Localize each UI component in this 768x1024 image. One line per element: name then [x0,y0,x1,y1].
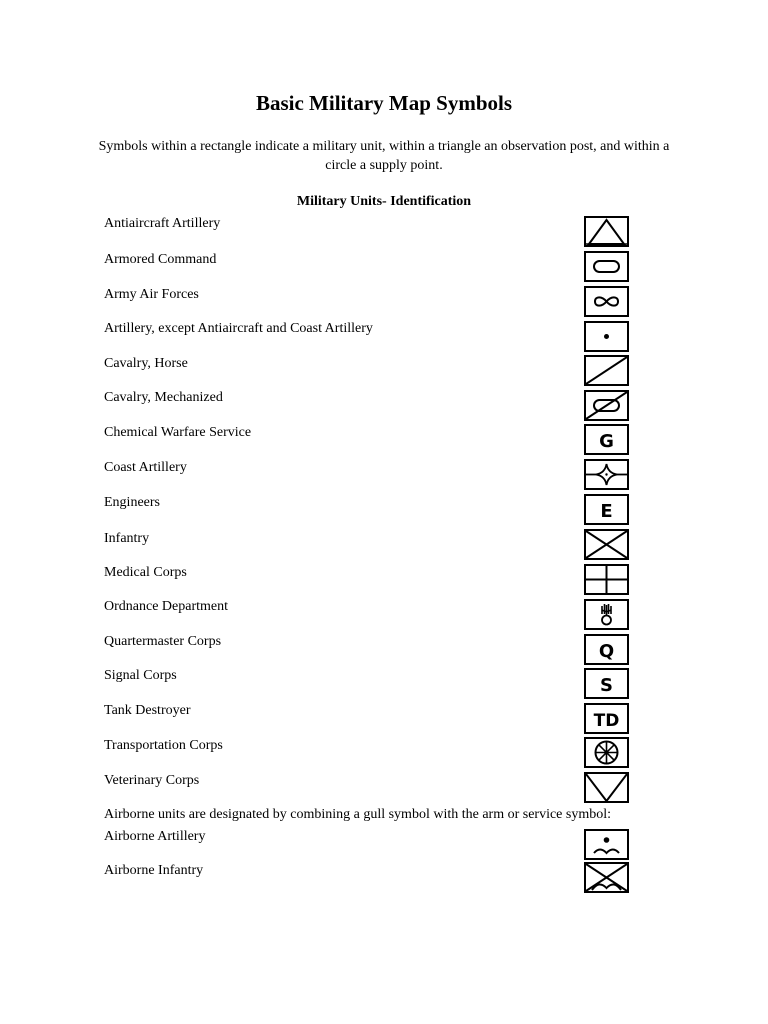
symbol-letters-s: S [600,675,613,696]
letter-g-icon [584,424,629,455]
symbol-letters-g: G [599,431,614,452]
unit-label-tank-destroyer: Tank Destroyer [104,703,191,718]
unit-label-ordnance-department: Ordnance Department [104,599,228,614]
unit-label-medical-corps: Medical Corps [104,565,187,580]
diagonal-slash-icon [584,355,629,386]
dot-icon [584,321,629,352]
triangle-icon [584,216,629,247]
unit-label-antiaircraft-artillery: Antiaircraft Artillery [104,216,221,231]
unit-label-cavalry-mechanized: Cavalry, Mechanized [104,390,223,405]
slashed-oval-icon [584,390,629,421]
wheel-icon [584,737,629,768]
cross-lines-icon [584,564,629,595]
inverted-v-icon [584,772,629,803]
symbol-letters-e: E [600,501,613,522]
letters-td-icon [584,703,629,734]
letter-s-icon [584,668,629,699]
unit-label-airborne-artillery: Airborne Artillery [104,829,206,844]
unit-label-artillery: Artillery, except Antiaircraft and Coast Artillery [104,321,373,336]
tread-oval-icon [584,251,629,282]
unit-label-army-air-forces: Army Air Forces [104,287,199,302]
airborne-dot-gull-icon [584,829,629,860]
unit-label-quartermaster-corps: Quartermaster Corps [104,634,222,649]
unit-label-veterinary-corps: Veterinary Corps [104,773,200,788]
crossed-x-icon [584,529,629,560]
page-title: Basic Military Map Symbols [255,91,513,115]
flaming-bomb-icon [584,599,629,630]
airborne-x-gull-icon [584,862,629,893]
section-heading: Military Units- Identification [296,194,472,209]
intro-paragraph: Symbols within a rectangle indicate a military unit, within a triangle an observation post, and within a circle a supply point. [98,139,670,173]
infinity-propeller-icon [584,286,629,317]
star-burst-icon [584,459,629,490]
unit-label-engineers: Engineers [104,495,160,510]
unit-label-transportation-corps: Transportation Corps [104,738,223,753]
unit-label-chemical-warfare-service: Chemical Warfare Service [104,425,252,440]
unit-label-armored-command: Armored Command [104,252,217,267]
unit-label-infantry: Infantry [104,531,150,546]
letter-e-icon [584,494,629,525]
airborne-intro: Airborne units are designated by combining a gull symbol with the arm or service symbol: [104,807,612,822]
letter-q-icon [584,634,629,665]
unit-label-coast-artillery: Coast Artillery [104,460,187,475]
symbol-letters-td: TD [593,711,620,731]
unit-label-cavalry-horse: Cavalry, Horse [104,356,188,371]
unit-label-signal-corps: Signal Corps [104,668,177,683]
symbol-letters-q: Q [598,641,615,662]
unit-label-airborne-infantry: Airborne Infantry [104,863,204,878]
